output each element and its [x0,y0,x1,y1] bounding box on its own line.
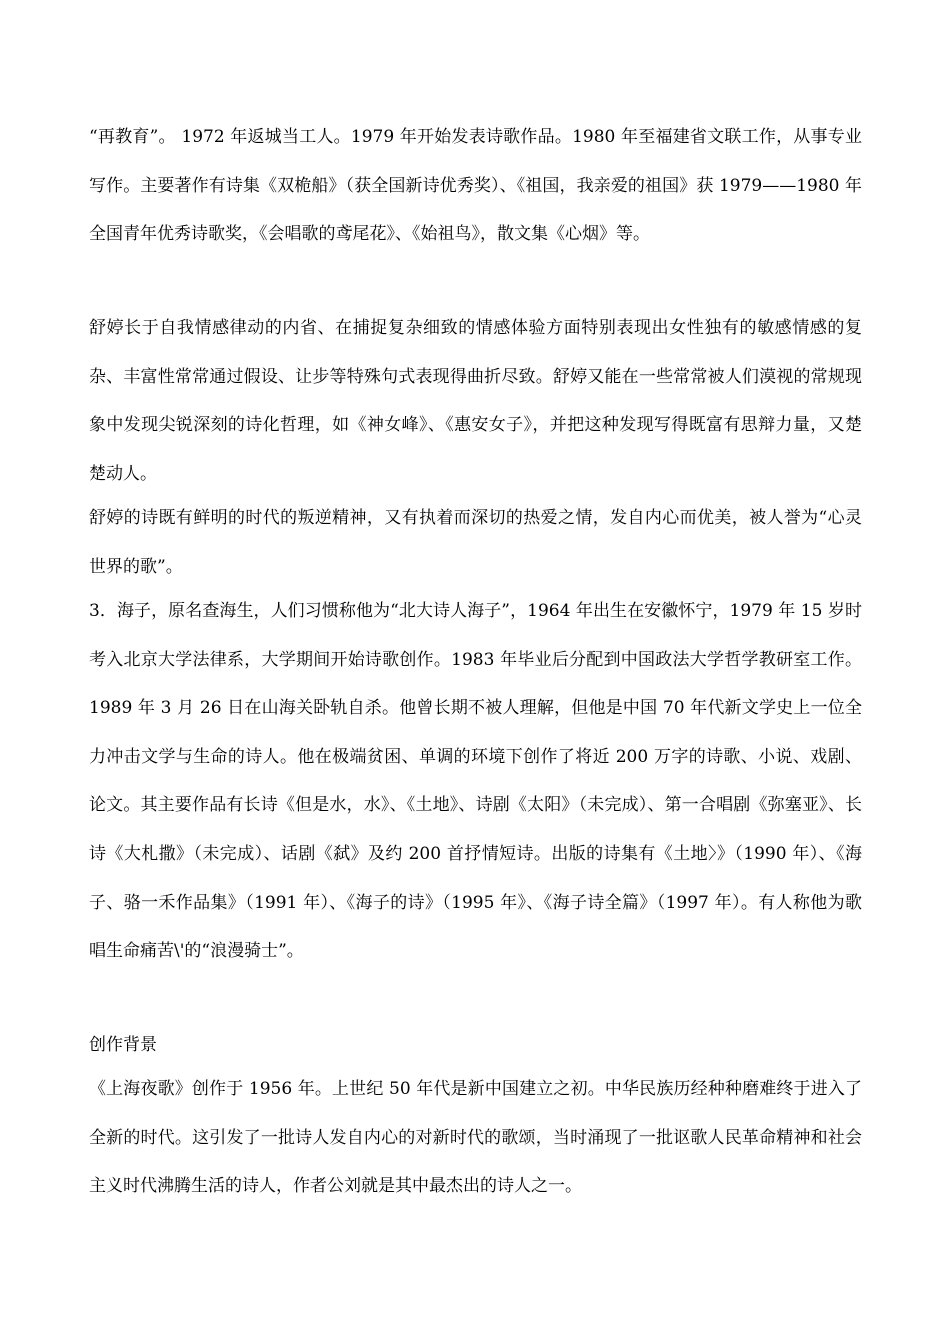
paragraph-shuting-style: 舒婷长于自我情感律动的内省、在捕捉复杂细致的情感体验方面特别表现出女性独有的敏感情感的复杂、丰富性常常通过假设、让步等特殊句式表现得曲折尽致。舒婷又能在一些常常被人们漠视的常规现象中发现尖锐深刻的诗化哲理，如《神女峰》、《惠安女子》，并把这种发现写得既富有思辩力量，又楚楚动人。 [89,318,862,484]
paragraph-background: 《上海夜歌》创作于 1956 年。上世纪 50 年代是新中国建立之初。中华民族历经种种磨难终于进入了全新的时代。这引发了一批诗人发自内心的对新时代的歌颂，当时涌现了一批讴歌人民革命精神和社会主义时代沸腾生活的诗人，作者公刘就是其中最杰出的诗人之一。 [89,1079,862,1197]
paragraph-shuting-bio: “再教育”。 1972 年返城当工人。1979 年开始发表诗歌作品。1980 年至福建省文联工作，从事专业写作。主要著作有诗集《双桅船》（获全国新诗优秀奖）、《祖国，我亲爱的祖国》获 1979——1980 年全国青年优秀诗歌奖，《会唱歌的鸢尾花》、《始祖鸟》，散文集《心烟》等。 [89,127,862,245]
section-heading-background: 创作背景 [89,1035,157,1055]
paragraph-shuting-spirit: 舒婷的诗既有鲜明的时代的叛逆精神，又有执着而深切的热爱之情，发自内心而优美，被人誉为“心灵世界的歌”。 [89,508,862,577]
paragraph-haizi-bio: 3．海子，原名查海生，人们习惯称他为“北大诗人海子”，1964 年出生在安徽怀宁，1979 年 15 岁时考入北京大学法律系，大学期间开始诗歌创作。1983 年毕业后分配到中国政法大学哲学教研室工作。1989 年 3 月 26 日在山海关卧轨自杀。他曾长期不被人理解，但他是中国 70 年代新文学史上一位全力冲击文学与生命的诗人。他在极端贫困、单调的环境下创作了将近 200 万字的诗歌、小说、戏剧、论文。其主要作品有长诗《但是水，水》、《土地》、诗剧《太阳》（未完成）、第一合唱剧《弥塞亚》、长诗《大札撒》（未完成）、话剧《弑》及约 200 首抒情短诗。出版的诗集有《土地〉》（1990 年）、《海子、骆一禾作品集》（1991 年）、《海子的诗》（1995 年》、《海子诗全篇》（1997 年）。有人称他为歌唱生命痛苦\'的“浪漫骑士”。 [89,601,862,962]
